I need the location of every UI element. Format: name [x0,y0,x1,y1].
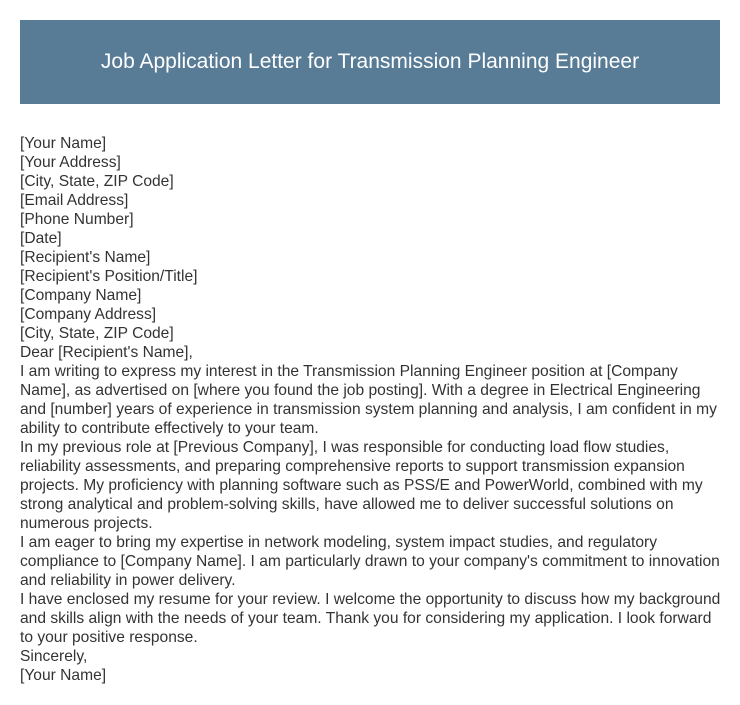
salutation: Dear [Recipient's Name], [20,344,193,361]
page-header [20,20,720,104]
signature: [Your Name] [20,667,107,684]
recipient-position: [Recipient's Position/Title] [20,268,198,285]
paragraph-intro: I am writing to express my interest in the Transmission Planning Engineer position at [Company Name], as advertised on [where you found the job posting]. With a degree in Electrical Engineering and [number] years of experience in transmission system planning and analysis, I am confident in my ability to contribute effectively to your team. [20,363,717,437]
paragraph-motivation: I am eager to bring my expertise in network modeling, system impact studies, and regulatory compliance to [Company Name]. I am particularly drawn to your company's commitment to innovation and reliability in power delivery. [20,534,720,589]
closing: Sincerely, [20,648,88,665]
sender-name: [Your Name] [20,135,107,152]
recipient-city-state-zip: [City, State, ZIP Code] [20,325,174,342]
paragraph-closing: I have enclosed my resume for your review. I welcome the opportunity to discuss how my background and skills align with the needs of your team. Thank you for considering my application. I look forward to your positive response. [20,591,721,646]
sender-email: [Email Address] [20,192,129,209]
letter-date: [Date] [20,230,62,247]
recipient-name: [Recipient's Name] [20,249,151,266]
letter-body [20,134,722,685]
sender-address: [Your Address] [20,154,121,171]
sender-city-state-zip: [City, State, ZIP Code] [20,173,174,190]
paragraph-experience: In my previous role at [Previous Company], I was responsible for conducting load flow studies, reliability assessments, and preparing comprehensive reports to support transmission expansion projects. My proficiency with planning software such as PSS/E and PowerWorld, combined with my strong analytical and problem-solving skills, have allowed me to deliver successful solutions on numerous projects. [20,439,703,532]
sender-phone: [Phone Number] [20,211,134,228]
recipient-company: [Company Name] [20,287,142,304]
page-title: Job Application Letter for Transmission Planning Engineer [100,50,640,73]
recipient-company-address: [Company Address] [20,306,157,323]
